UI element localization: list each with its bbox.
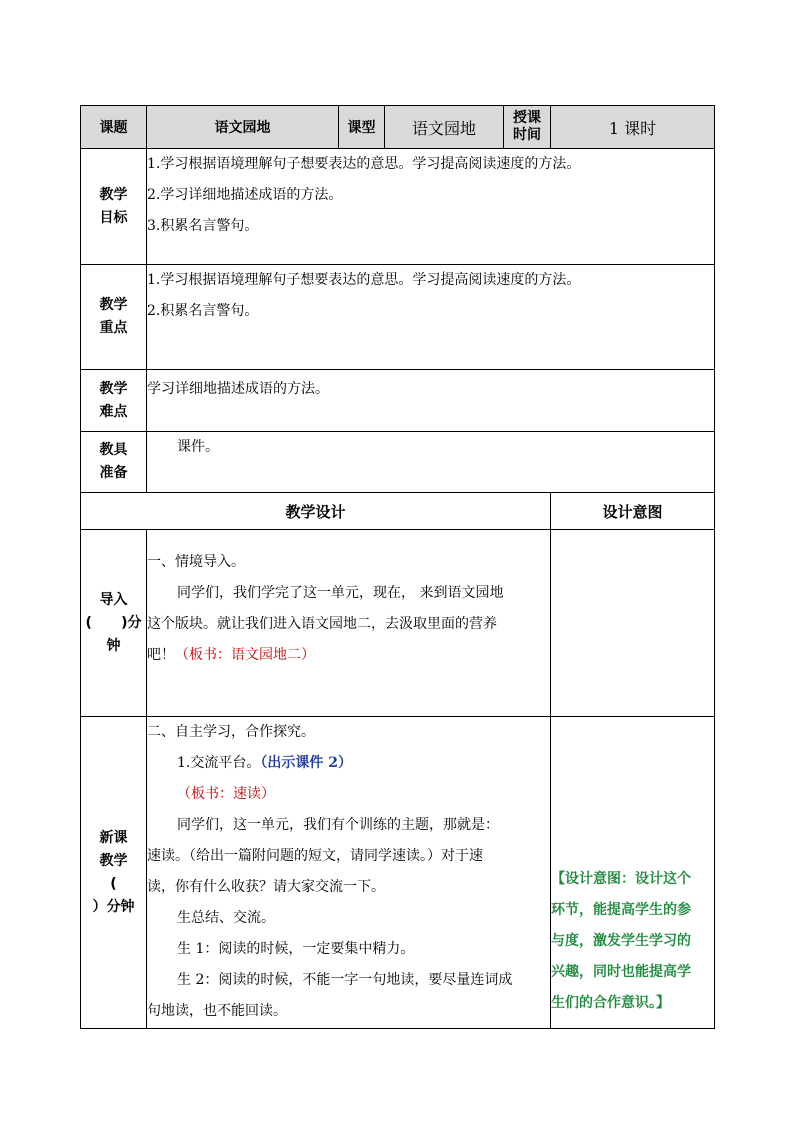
key-point-item: 1.学习根据语境理解句子想要表达的意思。学习提高阅读速度的方法。 bbox=[147, 272, 581, 288]
intro-intent bbox=[551, 530, 715, 717]
intro-line: 一、情境导入。 bbox=[147, 554, 245, 570]
intent-line: 兴趣，同时也能提高学 bbox=[551, 964, 691, 980]
key-points-label-2: 重点 bbox=[99, 320, 128, 336]
design-header: 教学设计 bbox=[81, 493, 551, 530]
difficulties-label bbox=[81, 370, 147, 432]
header-row bbox=[81, 106, 715, 149]
intent-header: 设计意图 bbox=[551, 493, 715, 530]
new-lesson-content bbox=[147, 717, 551, 1029]
objectives-content bbox=[147, 149, 715, 265]
intro-label-3: 钟 bbox=[106, 637, 121, 654]
time-label-line-1: 授课 bbox=[513, 110, 541, 126]
lesson-plan-table bbox=[80, 105, 715, 1029]
new-lesson-line: 速读。（给出一篇附问题的短文，请同学速读。）对于速 bbox=[147, 848, 483, 864]
intro-label bbox=[81, 530, 147, 717]
difficulties-label-1: 教学 bbox=[99, 380, 128, 397]
difficulties-content bbox=[147, 370, 715, 432]
tools-row bbox=[81, 432, 715, 493]
new-lesson-label-1: 新课 bbox=[99, 829, 128, 846]
new-lesson-line: 读，你有什么收获？请大家交流一下。 bbox=[147, 879, 385, 895]
time-value: 1 课时 bbox=[551, 106, 715, 149]
board-note-speed: （板书：速读） bbox=[177, 786, 275, 802]
topic-label: 课题 bbox=[81, 106, 147, 149]
tools-label-2: 准备 bbox=[99, 465, 128, 481]
new-lesson-label-3: ( bbox=[110, 875, 117, 892]
courseware-note: （出示课件 2） bbox=[260, 755, 352, 771]
key-points-row bbox=[81, 265, 715, 370]
difficulties-row bbox=[81, 370, 715, 432]
objective-item: 3.积累名言警句。 bbox=[147, 218, 259, 234]
new-lesson-line: 同学们，这一单元，我们有个训练的主题，那就是： bbox=[177, 817, 499, 833]
new-lesson-line: 生 2：阅读的时候，不能一字一句地读，要尽量连词成 bbox=[177, 972, 513, 988]
key-points-label-1: 教学 bbox=[99, 297, 128, 313]
tools-text: 课件。 bbox=[177, 439, 219, 455]
new-lesson-intent bbox=[551, 717, 715, 1029]
objectives-label bbox=[81, 149, 147, 265]
intro-row bbox=[81, 530, 715, 717]
time-label bbox=[504, 106, 551, 149]
objective-item: 2.学习详细地描述成语的方法。 bbox=[147, 187, 343, 203]
new-lesson-label bbox=[81, 717, 147, 1029]
intent-line: 与度，激发学生学习的 bbox=[551, 933, 691, 949]
intro-line: 这个版块。就让我们进入语文园地二，去汲取里面的营养 bbox=[147, 616, 497, 632]
tools-label-1: 教具 bbox=[99, 442, 128, 458]
objective-item: 1.学习根据语境理解句子想要表达的意思。学习提高阅读速度的方法。 bbox=[147, 156, 581, 172]
intro-label-2: ( )分 bbox=[85, 614, 142, 631]
new-lesson-line bbox=[147, 748, 550, 779]
difficulties-text: 学习详细地描述成语的方法。 bbox=[147, 381, 329, 397]
intro-line-end: 吧！ bbox=[147, 647, 175, 663]
objectives-row bbox=[81, 149, 715, 265]
objectives-label-2: 目标 bbox=[99, 209, 128, 226]
key-points-content bbox=[147, 265, 715, 370]
new-lesson-row bbox=[81, 717, 715, 1029]
time-label-line-2: 时间 bbox=[513, 127, 541, 143]
difficulties-label-2: 难点 bbox=[99, 403, 128, 420]
new-lesson-line: 句地读，也不能回读。 bbox=[147, 1003, 287, 1019]
topic-value: 语文园地 bbox=[147, 106, 339, 149]
intent-line: 生们的合作意识。】 bbox=[551, 995, 670, 1011]
intro-label-1: 导入 bbox=[99, 591, 128, 608]
intro-content bbox=[147, 530, 551, 717]
objectives-label-1: 教学 bbox=[99, 186, 128, 203]
intent-line: 环节，能提高学生的参 bbox=[551, 902, 691, 918]
exchange-platform: 1.交流平台。 bbox=[177, 755, 261, 771]
type-label: 课型 bbox=[339, 106, 385, 149]
type-value: 语文园地 bbox=[385, 106, 504, 149]
tools-label bbox=[81, 432, 147, 493]
tools-content bbox=[147, 432, 715, 493]
new-lesson-label-2: 教学 bbox=[99, 852, 128, 869]
key-points-label bbox=[81, 265, 147, 370]
design-header-row bbox=[81, 493, 715, 530]
key-point-item: 2.积累名言警句。 bbox=[147, 303, 259, 319]
intent-line: 【设计意图：设计这个 bbox=[551, 871, 691, 887]
new-lesson-line: 二、自主学习，合作探究。 bbox=[147, 724, 315, 740]
intro-line: 同学们，我们学完了这一单元，现在， 来到语文园地 bbox=[177, 585, 504, 601]
new-lesson-line: 生 1：阅读的时候，一定要集中精力。 bbox=[177, 941, 415, 957]
new-lesson-line: 生总结、交流。 bbox=[177, 910, 275, 926]
new-lesson-label-4: ）分钟 bbox=[92, 898, 135, 915]
intro-line bbox=[147, 640, 550, 671]
board-note: （板书：语文园地二） bbox=[175, 647, 315, 663]
